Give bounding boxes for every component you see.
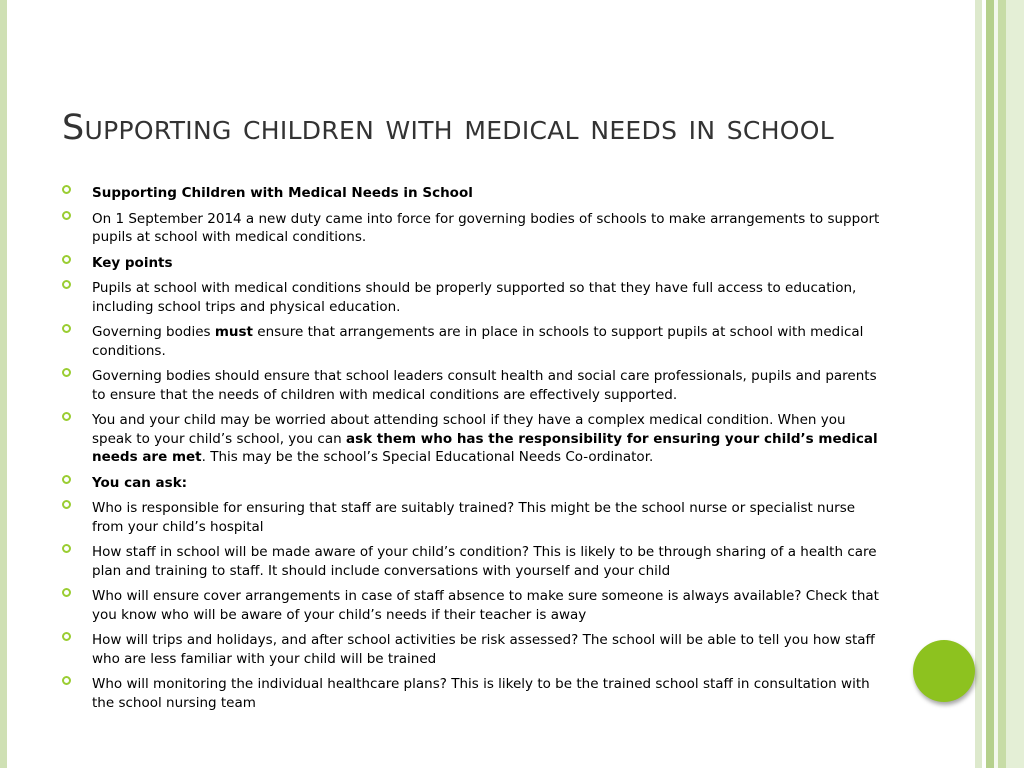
right-decorative-stripe <box>1006 0 1024 768</box>
bullet-item <box>60 543 880 580</box>
bullet-bold-text: must <box>214 324 254 340</box>
bullet-item <box>60 675 880 712</box>
bullet-ring-icon <box>62 500 71 509</box>
bullet-text: Who will ensure cover arrangements in case of staff absence to make sure someone is always available? Check that you know who will be aware of your child’s needs if their teacher is away <box>92 588 879 623</box>
bullet-item <box>60 474 880 493</box>
bullet-item <box>60 411 880 467</box>
bullet-item <box>60 279 880 316</box>
bullet-text: Pupils at school with medical conditions should be properly supported so that they have full access to education, including school trips and physical education. <box>92 280 857 315</box>
right-decorative-stripe <box>998 0 1006 768</box>
green-circle-decoration <box>913 640 975 702</box>
bullet-item <box>60 367 880 404</box>
bullet-ring-icon <box>62 324 71 333</box>
bullet-ring-icon <box>62 211 71 220</box>
bullet-bold-text: Key points <box>92 254 173 271</box>
bullet-item <box>60 323 880 360</box>
bullet-ring-icon <box>62 185 71 194</box>
bullet-text: How staff in school will be made aware of your child’s condition? This is likely to be through sharing of a health care plan and training to staff. It should include conversations with yourself and your child <box>92 544 877 579</box>
bullet-ring-icon <box>62 676 71 685</box>
bullet-bold-text: ask them who has the responsibility for ensuring your child’s medical needs are met <box>92 430 878 465</box>
bullet-ring-icon <box>62 280 71 289</box>
left-decorative-stripe <box>0 0 7 768</box>
bullet-item <box>60 499 880 536</box>
bullet-text: Who will monitoring the individual healthcare plans? This is likely to be the trained school staff in consultation with the school nursing team <box>92 676 870 711</box>
slide-title: Supporting children with medical needs in school <box>62 108 834 148</box>
bullet-ring-icon <box>62 544 71 553</box>
bullet-ring-icon <box>62 475 71 484</box>
bullet-item <box>60 210 880 247</box>
bullet-text: On 1 September 2014 a new duty came into force for governing bodies of schools to make arrangements to support pupils at school with medical conditions. <box>92 210 880 245</box>
bullet-ring-icon <box>62 632 71 641</box>
bullet-item <box>60 587 880 624</box>
bullet-text: . This may be the school’s Special Educational Needs Co-ordinator. <box>201 449 654 465</box>
bullet-ring-icon <box>62 368 71 377</box>
bullet-text: How will trips and holidays, and after school activities be risk assessed? The school will be able to tell you how staff who are less familiar with your child will be trained <box>92 632 875 667</box>
bullet-ring-icon <box>62 588 71 597</box>
bullet-item <box>60 184 880 203</box>
bullet-text: Governing bodies <box>92 324 215 340</box>
bullet-text: Governing bodies should ensure that school leaders consult health and social care professionals, pupils and parents to ensure that the needs of children with medical conditions are effectively supported. <box>92 368 877 403</box>
bullet-ring-icon <box>62 412 71 421</box>
bullet-text: Who is responsible for ensuring that staff are suitably trained? This might be the school nurse or specialist nurse from your child’s hospital <box>92 500 856 535</box>
bullet-item <box>60 254 880 273</box>
bullet-text: ensure that arrangements are in place in schools to support pupils at school with medical conditions. <box>92 324 864 359</box>
bullet-ring-icon <box>62 255 71 264</box>
right-decorative-stripe <box>986 0 994 768</box>
bullet-item <box>60 631 880 668</box>
bullet-text: You and your child may be worried about attending school if they have a complex medical condition. When you speak to your child’s school, you can <box>92 412 846 447</box>
right-decorative-stripe <box>975 0 982 768</box>
bullet-list <box>60 184 880 719</box>
bullet-bold-text: You can ask: <box>92 474 188 491</box>
bullet-bold-text: Supporting Children with Medical Needs in School <box>92 185 473 201</box>
